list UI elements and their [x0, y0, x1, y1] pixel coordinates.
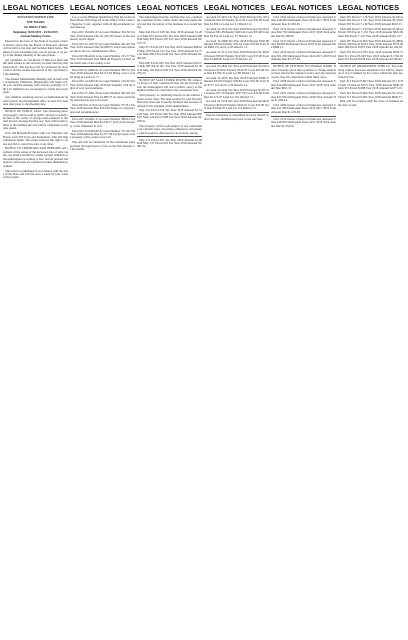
- notice-title-line: ELECTION NOTICE FOR: [17, 15, 54, 19]
- notice-paragraph: Account 10-4711 Tax Year 2018 Principal $1,450.00 Interest $58.00 Penalty $145.00 Costs $35.00 Total Due $1,688.00 Land Lot 70 District 13.: [204, 50, 269, 62]
- column-body: [3, 16, 68, 180]
- column-body: [70, 16, 135, 152]
- notice-title-line: Annual Meeting Notice: [20, 34, 51, 39]
- legal-columns: [3, 3, 405, 640]
- legal-column: [137, 3, 202, 635]
- legal-column: [271, 3, 336, 635]
- notice-paragraph: Map 090 Parcel 005 Tax Year 2018 Amount $412.55 Map 095 Parcel 061 Tax Year 2018 Amount $1,389.14 Map 102 Parcel 029 Tax Year 2018 Amount $2,076.33.: [137, 60, 202, 75]
- notice-paragraph: Lot 4 on the Hillside Subdivision Plat Recorded in Deed Book 1022 Page 18 in the Office of the Clerk of Superior Court, together with all improvements located thereon.: [70, 15, 135, 30]
- legal-column: [338, 3, 403, 635]
- notice-title-line: OF DIRECTORS: [24, 24, 47, 29]
- notice-paragraph: Item 310 Parcel 8-035 Year 2018 Amount $936.71 Item 311 Parcel 8-048 Year 2018 Amount $1,762.03 Item 312 Parcel 8-056 Year 2018 Amount $2,590.44.: [338, 50, 403, 62]
- notice-paragraph: Item 313 Parcel 8-063 Year 2018 Amount $1,127.82 Item 314 Parcel 8-071 Year 2018 Amount $699.35 Item 315 Parcel 8-088 Year 2018 Amount $2,871.19.: [338, 79, 403, 91]
- column-header: LEGAL NOTICES: [271, 3, 336, 14]
- notice-paragraph: Parcel ID 14-2205-06 Account Number 119-30 Tax Year 2018 Amount Due $745.66 Together with all rights of way and easements.: [70, 79, 135, 91]
- notice-paragraph: Account 10-4452 Tax Year 2018 Principal $1,118.22 Interest $44.10 Penalty $111.82 Costs $35.00 Total Due $1,309.14 Land Lot 41 District 12.: [204, 15, 269, 26]
- column-header: LEGAL NOTICES: [70, 3, 135, 14]
- notice-paragraph: Tract 2281 Owner of Record Unknown Assessed Value $27,050 Delinquent Years 2018 Total Amount Due $1,290.44.: [271, 91, 336, 103]
- column-header: LEGAL NOTICES: [338, 3, 403, 14]
- column-header: LEGAL NOTICES: [137, 3, 202, 14]
- notice-paragraph: Pursuant to the laws of the State of Georgia, notice is hereby given that the Board of Directors election will be held at the date and location listed below. Members in good standing may vote in person or by proxy at the annual meeting of the association.: [3, 39, 68, 58]
- notice-paragraph: Tract 2237 Owner of Record Unknown Assessed Value $9,900 Delinquent Years 2018 Total Amount Due $488.12.: [271, 38, 336, 50]
- notice-paragraph: The undersigned hereby certifies that it is conducting a business in the county under the trade name shown and that the nature of the business is as stated herein.: [137, 15, 202, 30]
- notice-paragraph: All candidates for the Board of Directors must submit their names to the secretary no later than the date listed above. The election will be conducted by secret ballot and the results announced at the conclusion of the meeting.: [3, 57, 68, 76]
- notice-paragraph: Item 307 Parcel 8-004 Year 2018 Amount $1,488.90 Item 308 Parcel 8-019 Year 2018 Amount $570.26 Item 309 Parcel 8-027 Year 2018 Amount $2,144.58.: [338, 38, 403, 50]
- notice-paragraph: Parcel ID 33-0450-08 Account Number 731-66 Tax Year 2018 Amount Due $1,077.39 Levied upon as the property of the owner of record.: [70, 128, 135, 140]
- notice-paragraph: Parcel ID 27-3301-09 Account Number 602-48 Tax Year 2018 Amount Due $1,980.73 As more particularly described in deed of record.: [70, 91, 135, 103]
- notice-paragraph: Map 131 Parcel 055 Tax Year 2018 Amount $1,066.48 Map 137 Parcel 019 Tax Year 2018 Amount $3,381.02.: [137, 137, 202, 149]
- notice-title-line: Beginning 10/03/2019 - 03/26/2019: [13, 29, 58, 34]
- notice-paragraph: NOTICE OF ABANDONED VEHICLE. The following vehicle has been abandoned and will be disposed of if not claimed by the owner within the time provided by law.: [338, 64, 403, 79]
- legal-column: [3, 3, 68, 635]
- legal-column: [70, 3, 135, 635]
- notice-paragraph: Map 110 Parcel 014 Tax Year 2018 Amount $1,512.20 Map 118 Parcel 040 Tax Year 2018 Amount $859.67 Map 124 Parcel 008 Tax Year 2018 Amount $2,230.91.: [137, 108, 202, 123]
- notice-paragraph: Parcel ID 22-1187-03 Account Number 441-09 Tax Year 2018 Amount Due $2,908.55 Legal description on file in the tax commissioner office.: [70, 41, 135, 53]
- notice-paragraph: Account 10-4820 Tax Year 2018 Principal $3,220.48 Interest $128.82 Penalty $322.05 Costs $35.00 Total Due $3,706.35 Land Lot 88 District 14.: [204, 64, 269, 76]
- notice-paragraph: Item 301 Parcel 7-118 Year 2018 Amount $1,045.20 Item 302 Parcel 7-121 Year 2018 Amount $2,318.66 Item 303 Parcel 7-130 Year 2018 Amount $667.15.: [338, 15, 403, 26]
- notice-paragraph: Account 10-5150 Tax Year 2018 Principal $2,640.09 Interest $105.60 Penalty $264.01 Costs $35.00 Total Due $3,044.70 Land Lot 114 District 15.: [204, 99, 269, 111]
- column-body: [204, 16, 269, 121]
- notice-title-line: THE BOARD: [26, 19, 45, 24]
- column-body: [271, 16, 336, 128]
- notice-paragraph: Tract 2299 Owner of Record Unknown Assessed Value $11,300 Delinquent Years 2016 2017 2018 Total Amount Due $1,218.09.: [271, 102, 336, 114]
- notice-paragraph: Map 071 Parcel 033 Tax Year 2018 Amount $640.08 Map 078 Parcel 012 Tax Year 2018 Amount $1,771.92 Map 084 Parcel 046 Tax Year 2018 Amount $3,002.60.: [137, 45, 202, 60]
- notice-paragraph: Account 10-4608 Tax Year 2018 Principal $765.90 Interest $30.64 Penalty $76.59 Costs $35.00 Total Due $908.13 Land Lot 63 District 13.: [204, 38, 269, 50]
- notice-paragraph: Tract 2250 Owner of Record Unknown Assessed Value $31,200 Delinquent Years 2016 2017 2018 Total Amount Due $3,177.84.: [271, 50, 336, 62]
- notice-paragraph: Tract 2268 Owner of Record Unknown Assessed Value $14,600 Delinquent Years 2017 2018 Total Amount Due $921.57.: [271, 79, 336, 91]
- column-header: LEGAL NOTICES: [204, 3, 269, 14]
- notice-paragraph: Tract 2219 Owner of Record Unknown Assessed Value $22,750 Delinquent Years 2017 2018 Total Amount Due $1,406.30.: [271, 26, 336, 38]
- notice-paragraph: Map 042 Parcel 018 Tax Year 2018 Amount $1,204.11 Map 051 Parcel 022 Tax Year 2018 Amount $988.40 Map 063 Parcel 107 Tax Year 2018 Amount $2,515.75.: [137, 30, 202, 45]
- notice-paragraph: Any member requiring special accommodations should contact the management office at least five business days prior to the meeting date.: [3, 95, 68, 107]
- notice-paragraph: The Annual Membership Meeting will be held at the community clubhouse. Registration will begin at 6:30 p.m. and the meeting will convene promptly at 7:00 p.m. Members are encouraged to attend and participate.: [3, 76, 68, 95]
- legal-column: [204, 3, 269, 635]
- notice-paragraph: Account 10-4935 Tax Year 2018 Principal $598.37 Interest $23.93 Penalty $59.84 Costs $35.00 Total Due $717.14 Land Lot 92 District 14.: [204, 75, 269, 87]
- notice-paragraph: Tract 2310 Owner of Record Unknown Assessed Value $19,850 Delinquent Years 2017 2018 Total Amount Due $1,254.76.: [271, 116, 336, 128]
- notice-paragraph: Parcel ID 31-0099-01 Account Number 508-12 Tax Year 2018 Amount Due $3,115.02 Being a tract of land lying in Land Lot 77.: [70, 67, 135, 79]
- notice-paragraph: NOTICE OF SALE UNDER POWER. By virtue of a Power of Sale contained in that certain Security Deed, the undersigned will sell at public outcry to the highest bidder for cash before the courthouse door.: [137, 78, 202, 93]
- notice-paragraph: Tract 2204 Owner of Record Unknown Assessed Value $18,400 Delinquent Years 2016 2017 2018 Total Amount Due $1,982.65.: [271, 15, 336, 26]
- notice-paragraph: Parcel ID 05-1176-02 Account Number 377-81 Tax Year 2018 Amount Due $512.90 Subject to all prior liens and encumbrances.: [70, 102, 135, 114]
- column-body: [137, 16, 202, 149]
- notice-paragraph: NOTICE OF PUBLIC SALE. The following personal property will be sold at public auction to satisfy the lien of the owner of storage units pursuant to the Self Service Storage Facility Act. Sale will be held online at the bidding site and will be completed on the date stated.: [3, 109, 68, 131]
- notice-paragraph: Persons interested in redeeming property should contact the tax commissioner prior to the sale date.: [204, 113, 269, 121]
- column-body: [338, 16, 403, 107]
- notice-paragraph: Account 10-5042 Tax Year 2018 Principal $1,877.61 Interest $75.10 Penalty $187.76 Costs $35.00 Total Due $2,175.47 Land Lot 101 District 15.: [204, 87, 269, 99]
- notice-paragraph: The property will be sold subject to any outstanding ad valorem taxes, all zoning ordinances, and matters which would be disclosed by an accurate survey.: [137, 123, 202, 135]
- column-header: LEGAL NOTICES: [3, 3, 68, 14]
- notice-paragraph: Item 304 Parcel 7-142 Year 2018 Amount $1,903.48 Item 305 Parcel 7-155 Year 2018 Amount $822.09 Item 306 Parcel 7-161 Year 2018 Amount $3,011.37.: [338, 26, 403, 38]
- notice-paragraph: This notice is published in accordance with the laws of the State and will run once a week for four consecutive weeks.: [3, 168, 68, 180]
- notice-paragraph: Parcel ID 19-6602-11 Account Number 288-04 Tax Year 2018 Amount Due $2,344.17 Sold as the property of the defendant in fi fa.: [70, 116, 135, 128]
- notice-paragraph: Parcel ID 09-4410-12 Account Number 215-77 Tax Year 2018 Amount Due $866.40 Property located on the north side of the county road.: [70, 53, 135, 65]
- notice-paragraph: NOTICE TO CREDITORS AND DEBTORS. All creditors of the estate of the deceased, late of said county, are hereby notified to render in their demands to the undersigned according to law, and all persons indebted to said estate are required to make immediate payment.: [3, 146, 68, 168]
- notice-paragraph: Parcel ID 18-0201-07 Account Number 334-56 Tax Year 2018 Amount Due $1,432.18 Owner of Record shown on the digest.: [70, 30, 135, 42]
- notice-paragraph: Said property is commonly known as the address shown on the deed. The debt secured by said Security Deed has been and is hereby declared due because of default in the payment of the indebtedness.: [137, 93, 202, 108]
- notice-paragraph: NOTICE OF PETITION TO CHANGE NAME. Notice is hereby given that a petition to change name has been filed in the Superior Court, and any interested party may file objections within thirty days.: [271, 64, 336, 79]
- notice-paragraph: Bids will be accepted until the close of business on the date of sale.: [338, 99, 403, 107]
- notice-paragraph: The sale will be conducted on the courthouse steps between the legal hours of sale on the first Tuesday of the month.: [70, 140, 135, 152]
- notice-paragraph: Item 316 Parcel 8-094 Year 2018 Amount $1,315.60 Item 317 Parcel 9-002 Year 2018 Amount $804.77.: [338, 91, 403, 99]
- notice-paragraph: Account 10-4513 Tax Year 2018 Principal $2,034.57 Interest $81.38 Penalty $203.46 Costs $35.00 Total Due $2,354.41 Land Lot 57 District 12.: [204, 26, 269, 38]
- notice-paragraph: Unit 104 Household Items, Unit 211 Furniture and Boxes, Unit 318 Tools and Equipment, Unit 402 Miscellaneous Items. The owner reserves the right to refuse any bid or cancel the sale at any time.: [3, 131, 68, 146]
